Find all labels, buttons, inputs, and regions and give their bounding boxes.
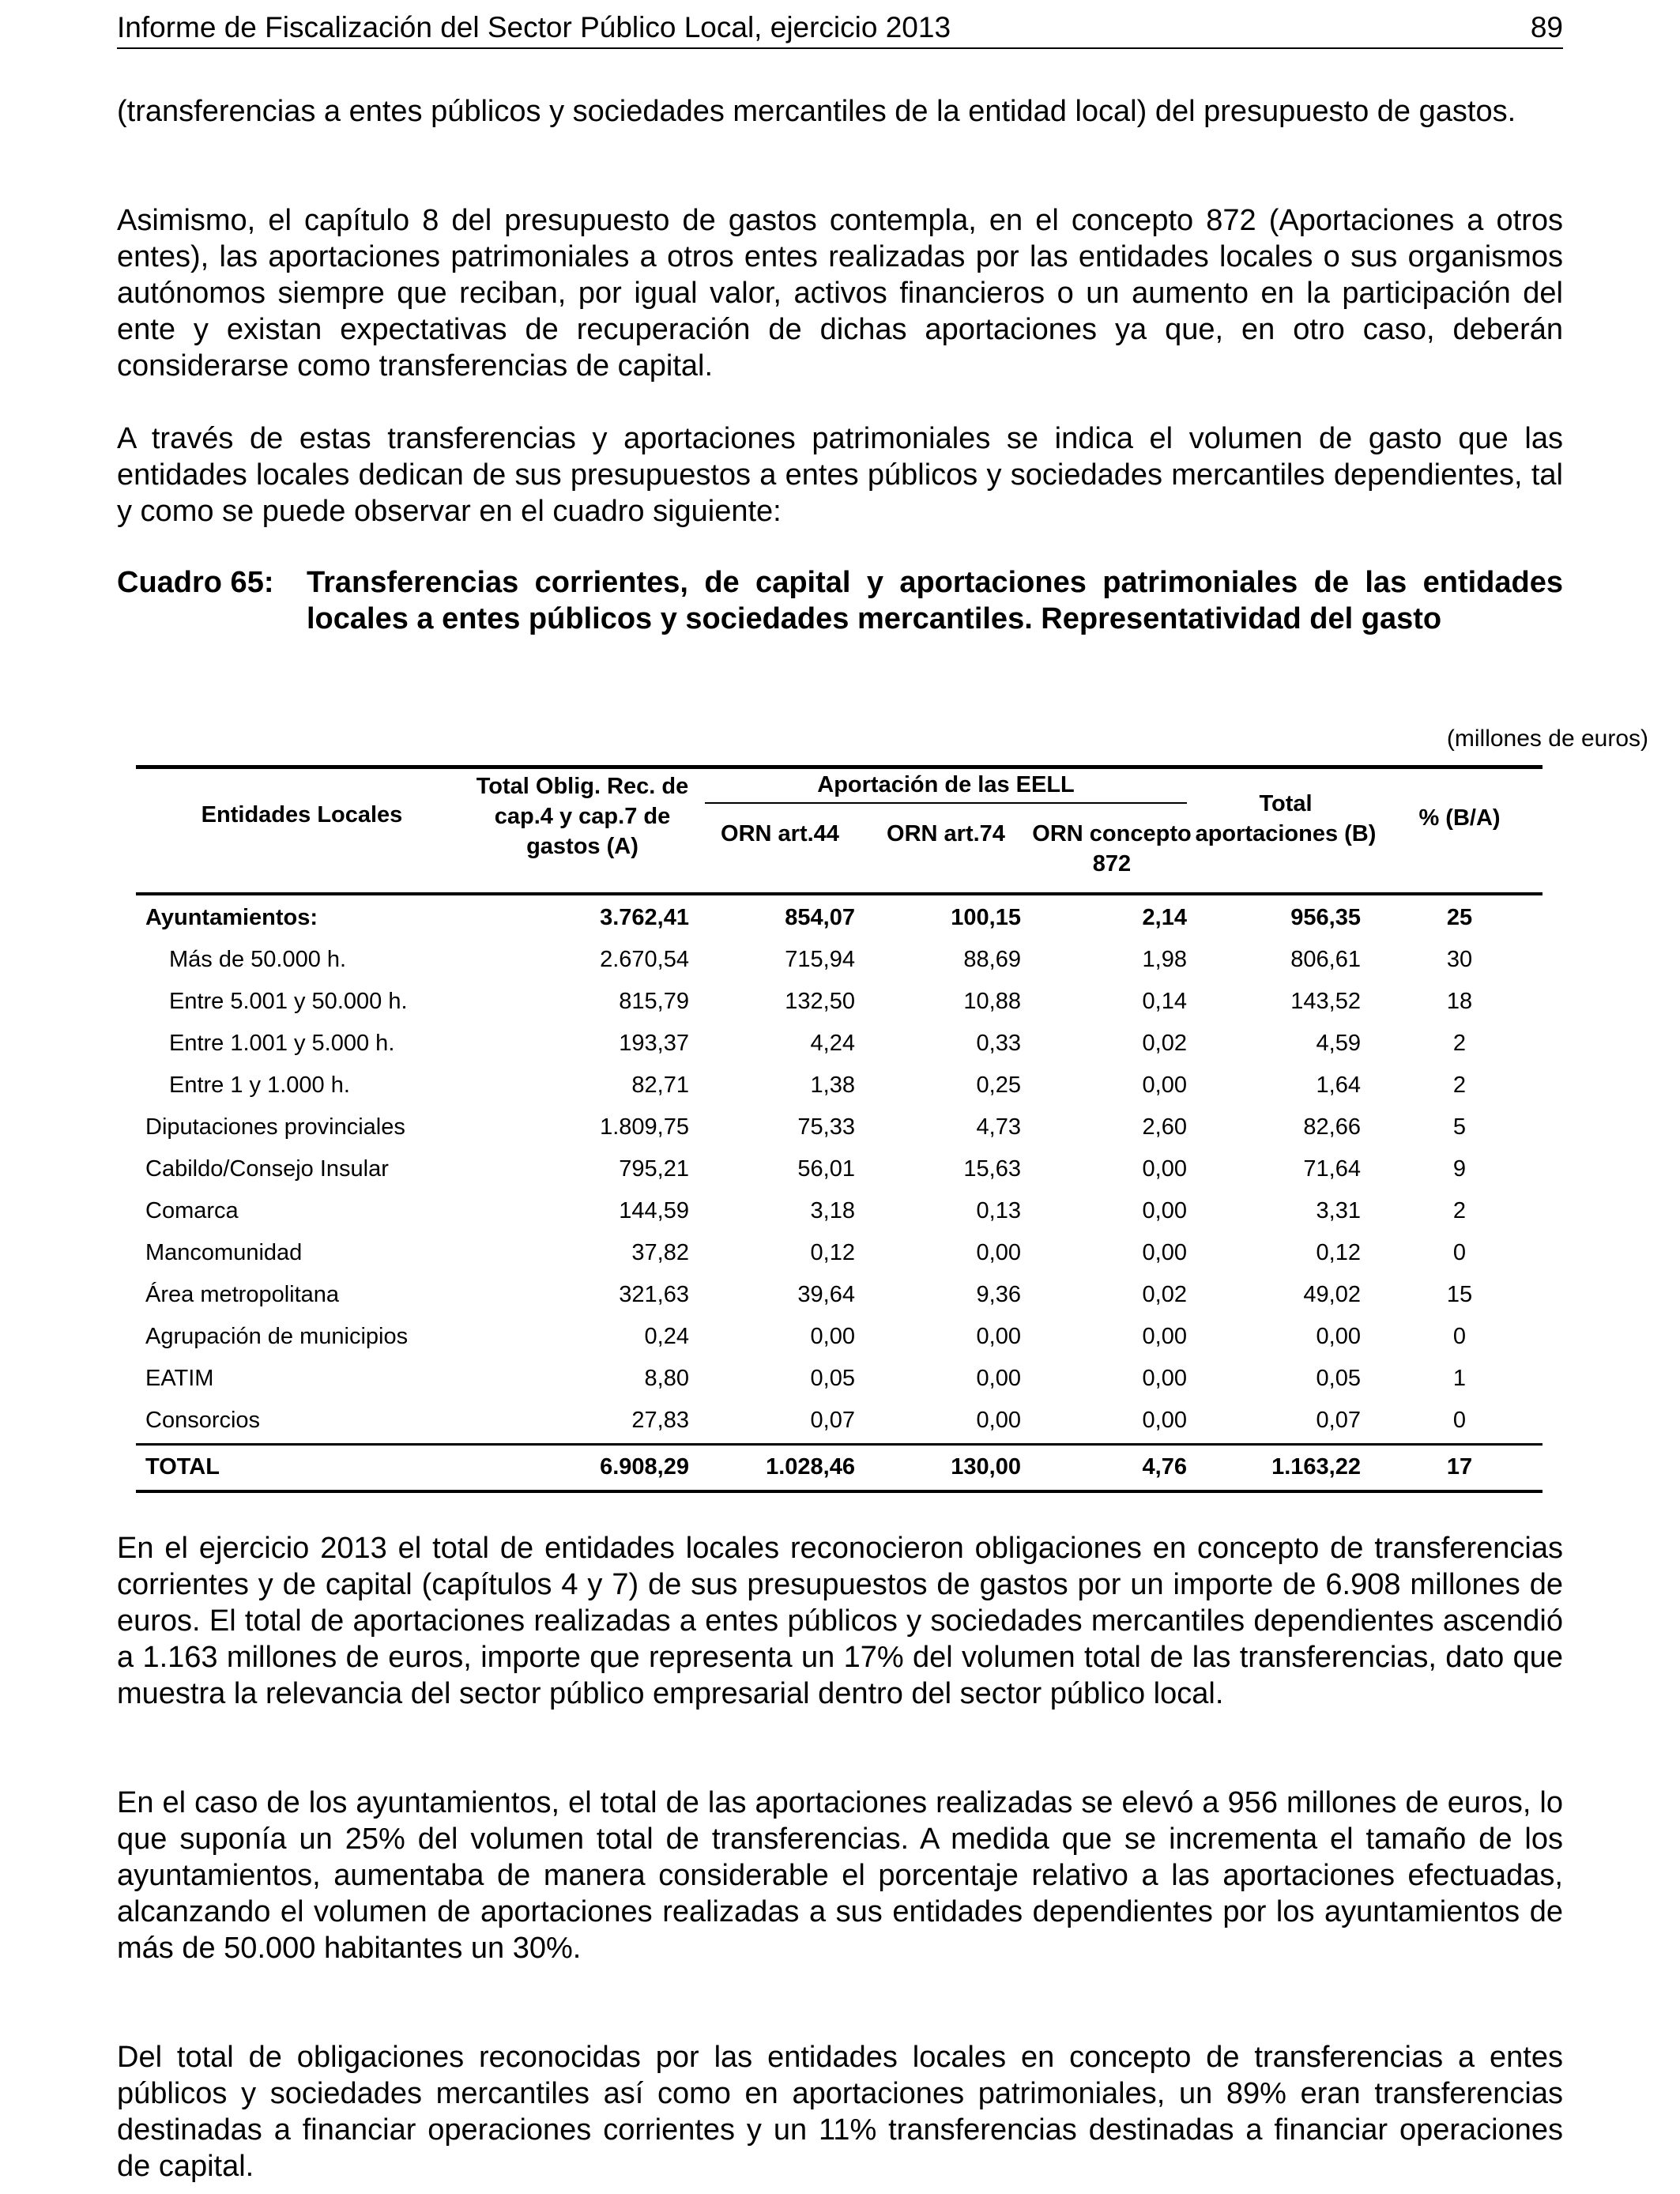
cell-name: Consorcios [145, 1408, 261, 1433]
cell-pct: 15 [1446, 1282, 1473, 1307]
cell-pct: 30 [1446, 947, 1473, 972]
cell-a: 2.670,54 [600, 947, 689, 972]
cell-a: 37,82 [631, 1240, 689, 1265]
cell-o44: 56,01 [797, 1156, 855, 1182]
table-row [136, 1190, 1543, 1232]
cell-o74: 0,13 [976, 1198, 1021, 1223]
cell-a: 1.809,75 [600, 1114, 689, 1140]
cell-o872: 0,00 [1142, 1240, 1187, 1265]
total-top-rule [136, 1443, 1543, 1446]
cell-pct: 1 [1452, 1366, 1467, 1391]
cell-pct: 9 [1452, 1156, 1467, 1182]
cell-o74: 0,00 [976, 1366, 1021, 1391]
group-underline [705, 802, 1187, 804]
cell-a: 27,83 [631, 1408, 689, 1433]
cell-o74: 100,15 [951, 905, 1021, 930]
cell-b: 0,12 [1316, 1240, 1361, 1265]
cell-o74: 9,36 [976, 1282, 1021, 1307]
cell-o44: 0,07 [810, 1408, 855, 1433]
cell-o44: 0,00 [810, 1324, 855, 1349]
cell-a: 795,21 [619, 1156, 689, 1182]
cell-pct: 18 [1446, 989, 1473, 1014]
cell-a: 193,37 [619, 1031, 689, 1056]
table-top-rule [136, 765, 1543, 769]
cell-name: Entre 1 y 1.000 h. [169, 1072, 350, 1098]
cell-b: 0,00 [1316, 1324, 1361, 1349]
cell-name: Comarca [145, 1198, 239, 1223]
paragraph: A través de estas transferencias y aportaciones patrimoniales se indica el volumen de gasto que las entidades locales dedican de sus presupuestos a entes públicos y sociedades mercantiles dependientes, tal y como se puede observar en el cuadro siguiente: [117, 422, 1563, 528]
cell-o872: 0,00 [1142, 1408, 1187, 1433]
cell-o44: 854,07 [785, 905, 855, 930]
cell-b: 0,07 [1316, 1408, 1361, 1433]
cell-name: TOTAL [145, 1454, 220, 1480]
cell-name: Entre 1.001 y 5.000 h. [169, 1031, 395, 1056]
cell-a: 82,71 [631, 1072, 689, 1098]
cell-pct: 0 [1452, 1324, 1467, 1349]
cell-o74: 88,69 [963, 947, 1021, 972]
cell-o44: 715,94 [785, 947, 855, 972]
cell-name: Agrupación de municipios [145, 1324, 409, 1349]
cell-name: EATIM [145, 1366, 214, 1391]
header-orn872: ORN concepto 872 [1032, 821, 1192, 876]
cell-o44: 132,50 [785, 989, 855, 1014]
cell-o44: 4,24 [810, 1031, 855, 1056]
cell-b: 806,61 [1290, 947, 1361, 972]
cell-o74: 0,33 [976, 1031, 1021, 1056]
table-row [136, 897, 1543, 939]
table-row [136, 1023, 1543, 1065]
cell-b: 0,05 [1316, 1366, 1361, 1391]
cell-b: 1.163,22 [1271, 1454, 1361, 1480]
cell-pct: 2 [1452, 1031, 1467, 1056]
cell-o74: 130,00 [951, 1454, 1021, 1480]
table-bottom-rule [136, 1490, 1543, 1493]
cell-o44: 39,64 [797, 1282, 855, 1307]
cell-o74: 0,00 [976, 1408, 1021, 1433]
table-row [136, 1274, 1543, 1316]
cell-o872: 0,00 [1142, 1156, 1187, 1182]
cell-a: 321,63 [619, 1282, 689, 1307]
cell-pct: 25 [1446, 905, 1473, 930]
cell-name: Entre 5.001 y 50.000 h. [169, 989, 408, 1014]
cell-o74: 15,63 [963, 1156, 1021, 1182]
table-row [136, 1232, 1543, 1274]
header-title: Informe de Fiscalización del Sector Público Local, ejercicio 2013 [117, 11, 951, 43]
cell-a: 3.762,41 [600, 905, 689, 930]
paragraph: Asimismo, el capítulo 8 del presupuesto de gastos contempla, en el concepto 872 (Aportaciones a otros entes), las aportaciones patrimoniales a otros entes realizadas por las entidades locales o sus organismos autónomos siempre que reciban, por igual valor, activos financieros o un aumento en la participación del ente y existan expectativas de recuperación de dichas aportaciones ya que, en otro caso, deberán considerarse como transferencias de capital. [117, 204, 1563, 383]
data-table [136, 765, 1543, 1492]
paragraph: En el caso de los ayuntamientos, el total de las aportaciones realizadas se elevó a 956 millones de euros, lo que suponía un 25% del volumen total de transferencias. A medida que se incrementa el tamaño de los ayuntamientos, aumentaba de manera considerable el porcentaje relativo a las aportaciones efectuadas, alcanzando el volumen de aportaciones realizadas a sus entidades dependientes por los ayuntamientos de más de 50.000 habitantes un 30%. [117, 1786, 1563, 1965]
caption-text: Transferencias corrientes, de capital y aportaciones patrimoniales de las entidades locales a entes públicos y sociedades mercantiles. Representatividad del gasto [307, 566, 1563, 635]
cell-name: Mancomunidad [145, 1240, 303, 1265]
cell-a: 815,79 [619, 989, 689, 1014]
table-row [136, 1106, 1543, 1148]
cell-o872: 4,76 [1142, 1454, 1187, 1480]
header-aportacion-group: Aportación de las EELL [817, 772, 1075, 797]
cell-a: 0,24 [644, 1324, 689, 1349]
cell-o44: 0,05 [810, 1366, 855, 1391]
header-total-aportaciones: Total aportaciones (B) [1195, 791, 1377, 846]
cell-b: 1,64 [1316, 1072, 1361, 1098]
paragraph: Del total de obligaciones reconocidas por las entidades locales en concepto de transferencias a entes públicos y sociedades mercantiles así como en aportaciones patrimoniales, un 89% eran transferencias destinadas a financiar operaciones corrientes y un 11% transferencias destinadas a financiar operaciones de capital. [117, 2041, 1563, 2183]
table-row [136, 981, 1543, 1023]
table-row [136, 1316, 1543, 1358]
cell-b: 956,35 [1290, 905, 1361, 930]
cell-o74: 0,00 [976, 1240, 1021, 1265]
cell-name: Ayuntamientos: [145, 905, 318, 930]
table-total-row [136, 1446, 1543, 1488]
cell-o44: 1.028,46 [766, 1454, 855, 1480]
cell-o44: 0,12 [810, 1240, 855, 1265]
cell-o74: 10,88 [963, 989, 1021, 1014]
header-orn74: ORN art.74 [887, 821, 1005, 846]
cell-pct: 2 [1452, 1072, 1467, 1098]
cell-o872: 1,98 [1142, 947, 1187, 972]
cell-a: 6.908,29 [600, 1454, 689, 1480]
table-row [136, 1358, 1543, 1400]
header-bottom-rule [136, 892, 1543, 895]
table-row [136, 939, 1543, 981]
cell-o872: 0,02 [1142, 1282, 1187, 1307]
cell-pct: 5 [1452, 1114, 1467, 1140]
cell-o44: 1,38 [810, 1072, 855, 1098]
cell-pct: 0 [1452, 1240, 1467, 1265]
cell-b: 4,59 [1316, 1031, 1361, 1056]
cell-o44: 75,33 [797, 1114, 855, 1140]
cell-o74: 0,00 [976, 1324, 1021, 1349]
cell-o872: 0,02 [1142, 1031, 1187, 1056]
cell-b: 3,31 [1316, 1198, 1361, 1223]
table-row [136, 1148, 1543, 1190]
cell-o74: 4,73 [976, 1114, 1021, 1140]
paragraph: (transferencias a entes públicos y sociedades mercantiles de la entidad local) del presupuesto de gastos. [117, 95, 1516, 128]
cell-o44: 3,18 [810, 1198, 855, 1223]
table-row [136, 1065, 1543, 1106]
paragraph: En el ejercicio 2013 el total de entidades locales reconocieron obligaciones en concepto de transferencias corrientes y de capital (capítulos 4 y 7) de sus presupuestos de gastos por un importe de 6.908 millones de euros. El total de aportaciones realizadas a entes públicos y sociedades mercantiles dependientes ascendió a 1.163 millones de euros, importe que representa un 17% del volumen total de las transferencias, dato que muestra la relevancia del sector público empresarial dentro del sector público local. [117, 1532, 1563, 1710]
cell-b: 71,64 [1303, 1156, 1361, 1182]
cell-a: 8,80 [644, 1366, 689, 1391]
cell-name: Área metropolitana [145, 1282, 340, 1307]
units-note: (millones de euros) [1446, 726, 1648, 752]
cell-pct: 2 [1452, 1198, 1467, 1223]
cell-name: Cabildo/Consejo Insular [145, 1156, 389, 1182]
header-pct: % (B/A) [1418, 805, 1501, 831]
cell-name: Diputaciones provinciales [145, 1114, 405, 1140]
cell-pct: 0 [1452, 1408, 1467, 1433]
cell-o872: 0,00 [1142, 1072, 1187, 1098]
table-row [136, 1400, 1543, 1442]
cell-o74: 0,25 [976, 1072, 1021, 1098]
cell-o872: 0,00 [1142, 1366, 1187, 1391]
cell-b: 143,52 [1290, 989, 1361, 1014]
cell-pct: 17 [1446, 1454, 1473, 1480]
caption-label: Cuadro 65: [117, 566, 274, 599]
page-number: 89 [1530, 11, 1563, 43]
cell-b: 82,66 [1303, 1114, 1361, 1140]
cell-name: Más de 50.000 h. [169, 947, 347, 972]
cell-o872: 2,14 [1142, 905, 1187, 930]
cell-o872: 0,00 [1142, 1198, 1187, 1223]
cell-o872: 0,14 [1142, 989, 1187, 1014]
header-total-oblig: Total Oblig. Rec. de cap.4 y cap.7 de gastos (A) [476, 774, 689, 859]
header-orn44: ORN art.44 [721, 821, 839, 846]
cell-b: 49,02 [1303, 1282, 1361, 1307]
cell-o872: 0,00 [1142, 1324, 1187, 1349]
cell-o872: 2,60 [1142, 1114, 1187, 1140]
page-header [117, 8, 1563, 49]
cell-a: 144,59 [619, 1198, 689, 1223]
header-entidades: Entidades Locales [201, 802, 403, 827]
